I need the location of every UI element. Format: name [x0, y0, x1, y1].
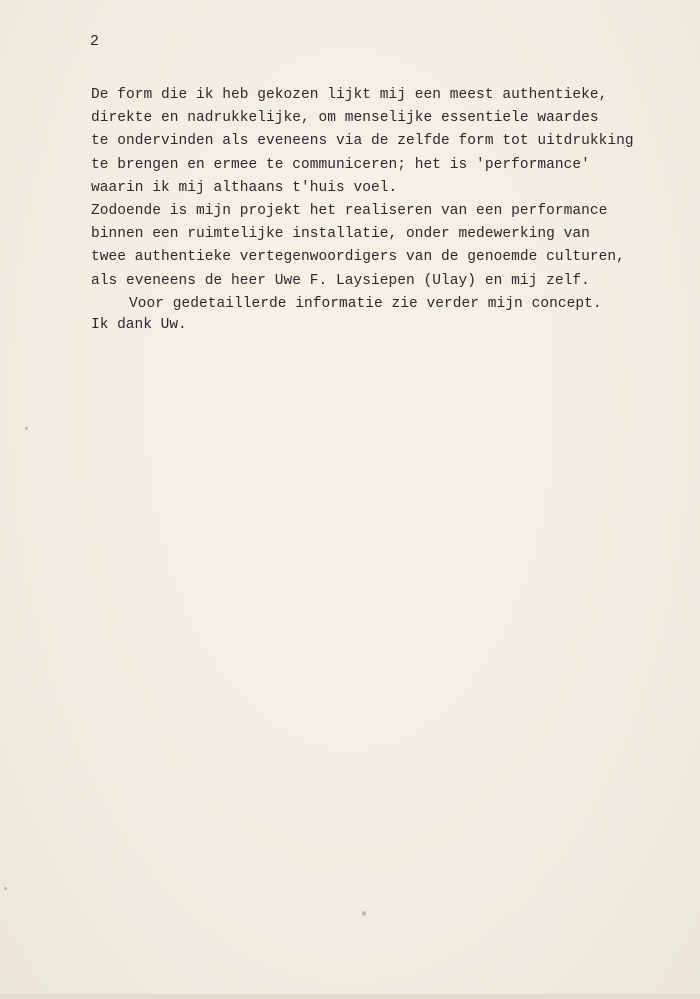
text-line: De form die ik heb gekozen lijkt mij een meest authentieke, — [91, 87, 608, 103]
paper-speck — [25, 427, 28, 430]
page-number: 2 — [90, 33, 100, 50]
text-line: te brengen en ermee te communiceren; het is 'performance' — [91, 156, 590, 173]
page-bottom-edge — [0, 994, 700, 999]
paper-speck — [362, 911, 366, 916]
text-line: waarin ik mij althaans t'huis voel. — [91, 179, 398, 196]
text-line: binnen een ruimtelijke installatie, onder medewerking van — [91, 226, 590, 243]
text-line: Zodoende is mijn projekt het realiseren van een performance — [91, 202, 608, 219]
closing-line: Ik dank Uw. — [91, 317, 187, 333]
text-line: Voor gedetaillerde informatie zie verder mijn concept. — [129, 295, 602, 312]
text-line: direkte en nadrukkelijke, om menselijke essentiele waardes — [91, 110, 599, 127]
text-line: te ondervinden als eveneens via de zelfde form tot uitdrukking — [91, 133, 634, 150]
paper-speck — [4, 887, 7, 890]
body-paragraph — [91, 84, 691, 316]
text-line: twee authentieke vertegenwoordigers van de genoemde culturen, — [91, 249, 625, 266]
text-line: als eveneens de heer Uwe F. Laysiepen (Ulay) en mij zelf. — [91, 272, 590, 289]
